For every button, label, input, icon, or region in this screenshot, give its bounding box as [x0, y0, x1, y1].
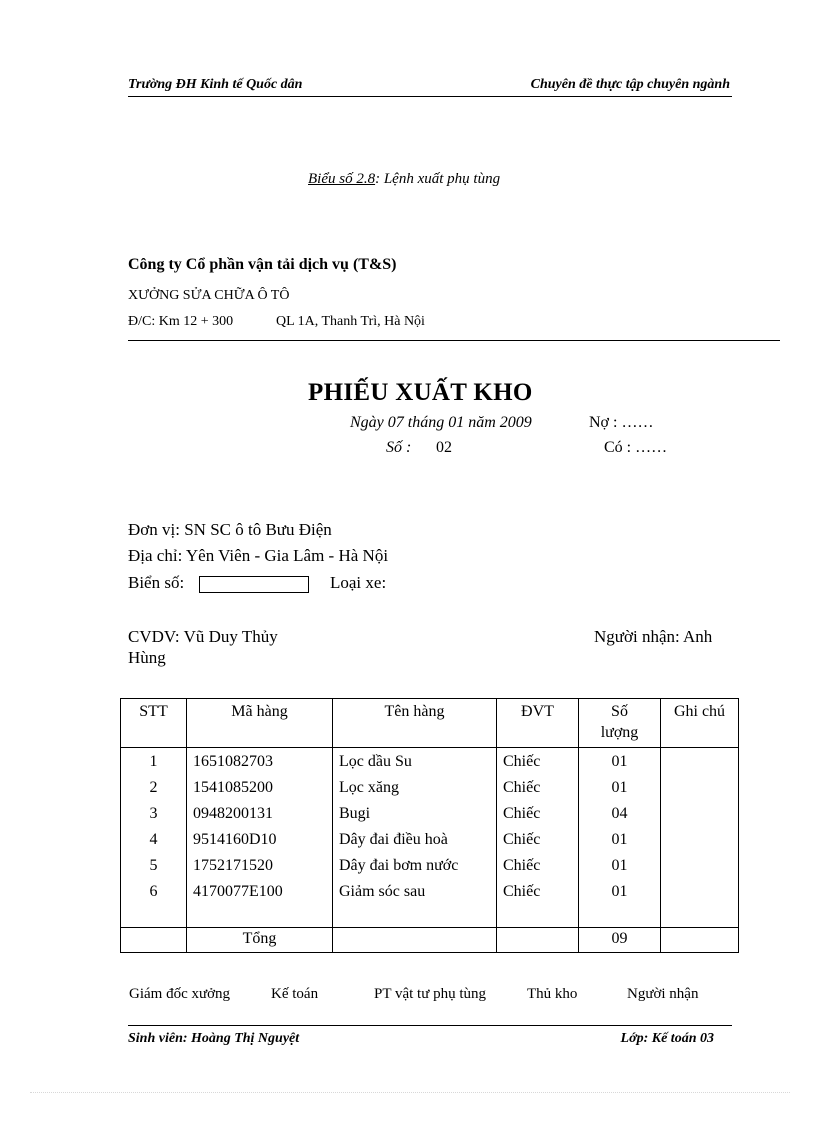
cell-qty: 01	[579, 881, 661, 907]
cell-unit: Chiếc	[497, 748, 579, 778]
address-rest: QL 1A, Thanh Trì, Hà Nội	[276, 314, 425, 329]
cell-name: Giảm sóc sau	[333, 881, 497, 907]
sign-director: Giám đốc xưởng	[129, 986, 231, 1002]
total-label: Tổng	[187, 928, 333, 953]
cell-stt: 5	[121, 855, 187, 881]
cell-unit: Chiếc	[497, 829, 579, 855]
cell-note	[661, 748, 739, 778]
header-unit: ĐVT	[497, 699, 579, 748]
sign-receiver: Người nhận	[627, 986, 699, 1002]
table-row	[121, 748, 739, 778]
header-qty	[579, 699, 661, 748]
advisor-line: CVDV: Vũ Duy Thủy	[128, 627, 278, 646]
cell-stt: 6	[121, 881, 187, 907]
sign-storekeeper: Thủ kho	[527, 986, 578, 1002]
cell-code: 4170077E100	[187, 881, 333, 907]
sign-accountant: Kế toán	[271, 986, 319, 1002]
slip-title: PHIẾU XUẤT KHO	[308, 379, 533, 406]
workshop-name: XƯỞNG SỬA CHỮA Ô TÔ	[128, 288, 290, 303]
cell-code: 9514160D10	[187, 829, 333, 855]
footer-rule	[128, 1025, 732, 1026]
cell-stt: 4	[121, 829, 187, 855]
header-name: Tên hàng	[333, 699, 497, 748]
header-note: Ghi chú	[661, 699, 739, 748]
cell-unit: Chiếc	[497, 855, 579, 881]
plate-box	[199, 576, 309, 593]
goods-table	[120, 698, 739, 953]
header-qty-line2: lượng	[600, 724, 639, 741]
address-label: Đ/C: Km 12 + 300	[128, 314, 234, 329]
cell-code: 1752171520	[187, 855, 333, 881]
cell-note	[661, 829, 739, 855]
caption-label: Biểu số 2.8	[308, 171, 376, 187]
vehicle-label: Loại xe:	[330, 573, 387, 592]
table-total-row	[121, 928, 739, 953]
cell-note	[661, 855, 739, 881]
company-name: Công ty Cổ phần vận tải dịch vụ (T&S)	[128, 256, 397, 273]
cell-name: Dây đai bơm nước	[333, 855, 497, 881]
header-rule	[128, 96, 732, 97]
receiver-line: Người nhận: Anh	[594, 627, 713, 646]
footer-class: Lớp: Kế toán 03	[620, 1031, 714, 1046]
plate-label: Biển số:	[128, 573, 185, 592]
slip-number-value: 02	[436, 439, 452, 456]
cell-name: Lọc xăng	[333, 777, 497, 803]
cell-name: Lọc dầu Su	[333, 748, 497, 778]
cell-code: 0948200131	[187, 803, 333, 829]
address-line: Địa chỉ: Yên Viên - Gia Lâm - Hà Nội	[128, 546, 389, 565]
cell-note	[661, 777, 739, 803]
table-header-row	[121, 699, 739, 748]
cell-code: 1541085200	[187, 777, 333, 803]
cell-unit: Chiếc	[497, 881, 579, 907]
slip-credit: Có : ……	[604, 439, 668, 456]
cell-note	[661, 803, 739, 829]
cell-note	[661, 881, 739, 907]
cell-name: Bugi	[333, 803, 497, 829]
receiver-name-cont: Hùng	[128, 648, 166, 667]
table-spacer-row	[121, 907, 739, 928]
figure-caption	[308, 171, 500, 188]
slip-date: Ngày 07 tháng 01 năm 2009	[350, 414, 532, 431]
cell-stt: 1	[121, 748, 187, 778]
cell-qty: 01	[579, 777, 661, 803]
table-row	[121, 855, 739, 881]
header-school: Trường ĐH Kinh tế Quốc dân	[128, 77, 303, 92]
company-rule	[128, 340, 780, 341]
header-stt: STT	[121, 699, 187, 748]
caption-text: : Lệnh xuất phụ tùng	[375, 171, 501, 187]
page-edge-dots	[30, 1092, 790, 1093]
cell-qty: 04	[579, 803, 661, 829]
slip-debit: Nợ : ……	[589, 414, 654, 431]
sign-parts: PT vật tư phụ tùng	[374, 986, 487, 1002]
unit-line: Đơn vị: SN SC ô tô Bưu Điện	[128, 520, 332, 539]
cell-unit: Chiếc	[497, 777, 579, 803]
table-row	[121, 803, 739, 829]
total-qty: 09	[579, 928, 661, 953]
table-row	[121, 829, 739, 855]
cell-stt: 3	[121, 803, 187, 829]
header-qty-line1: Số	[611, 703, 628, 720]
slip-number-label: Số :	[386, 439, 412, 456]
cell-stt: 2	[121, 777, 187, 803]
cell-unit: Chiếc	[497, 803, 579, 829]
table-row	[121, 881, 739, 907]
cell-qty: 01	[579, 855, 661, 881]
header-topic: Chuyên đề thực tập chuyên ngành	[530, 77, 730, 92]
table-row	[121, 777, 739, 803]
cell-code: 1651082703	[187, 748, 333, 778]
footer-student: Sinh viên: Hoàng Thị Nguyệt	[128, 1031, 300, 1046]
header-code: Mã hàng	[187, 699, 333, 748]
cell-name: Dây đai điều hoà	[333, 829, 497, 855]
cell-qty: 01	[579, 829, 661, 855]
cell-qty: 01	[579, 748, 661, 778]
